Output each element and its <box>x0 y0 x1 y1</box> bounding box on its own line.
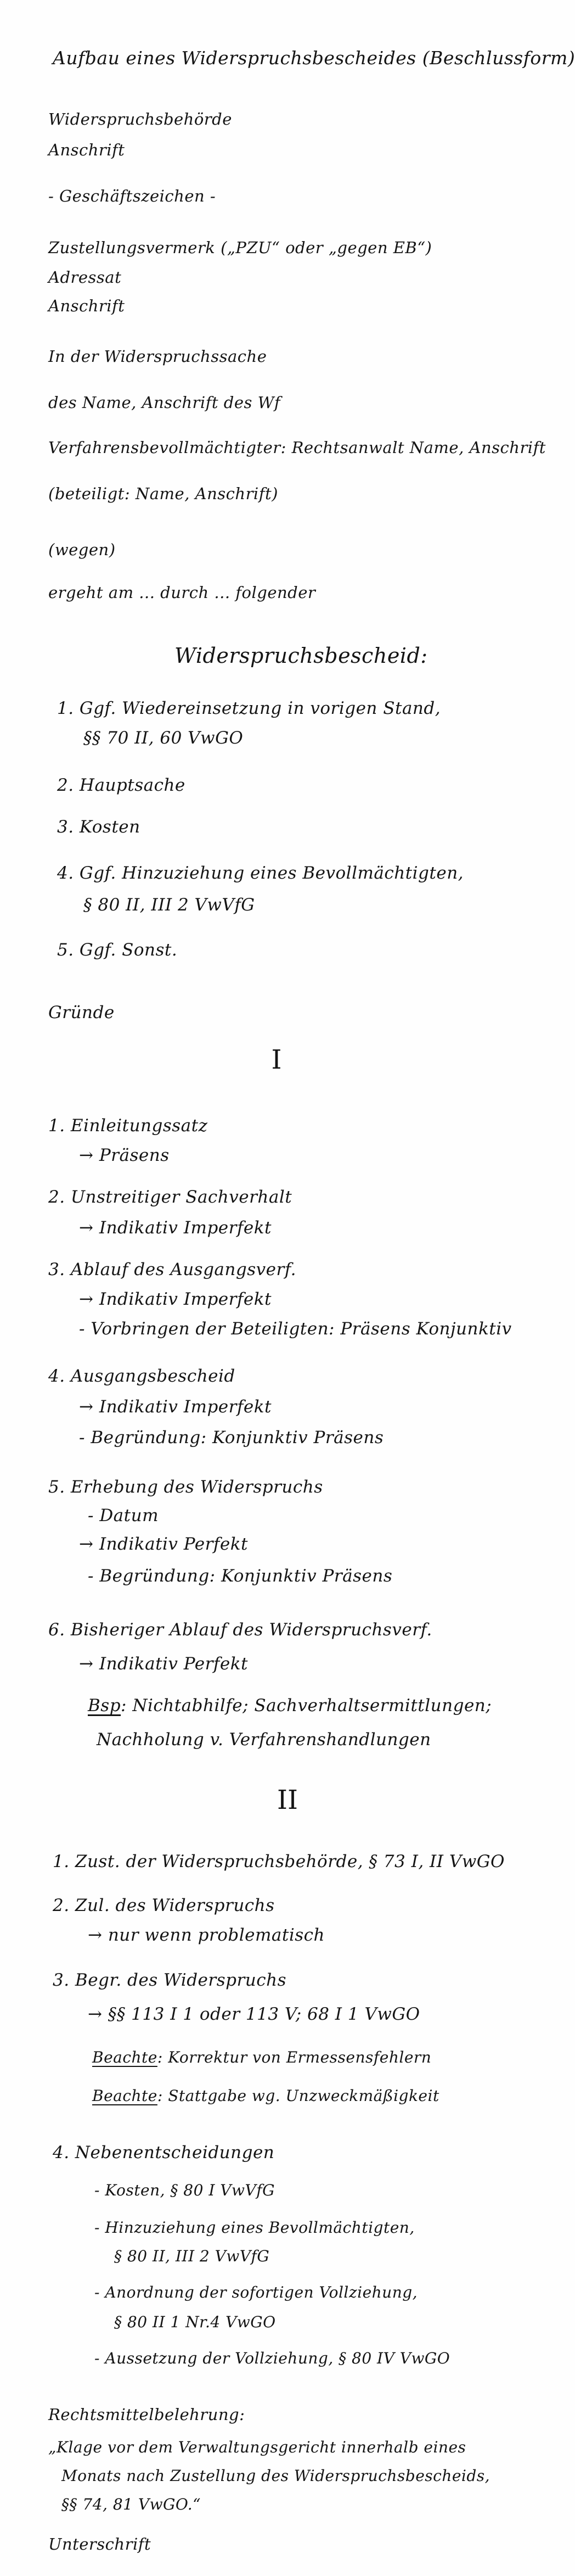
part1-item-3: 3. Ablauf des Ausgangsverf. <box>48 1260 297 1279</box>
part2-item-4-counsel: - Hinzuziehung eines Bevollmächtigten, <box>94 2219 415 2237</box>
tenor-item-1: 1. Ggf. Wiedereinsetzung in vorigen Stand, <box>57 699 441 718</box>
header-authority-address: Anschrift <box>48 141 125 159</box>
part2-item-4-counsel-norm: § 80 II, III 2 VwVfG <box>114 2247 270 2265</box>
part1-item-1: 1. Einleitungssatz <box>48 1116 208 1136</box>
tenor-item-5: 5. Ggf. Sonst. <box>57 940 178 960</box>
tenor-item-4-norm: § 80 II, III 2 VwVfG <box>83 895 255 915</box>
part2-item-4-immediate-enforcement: - Anordnung der sofortigen Vollziehung, <box>94 2283 418 2301</box>
beachte-text: : Korrektur von Ermessensfehlern <box>157 2048 432 2066</box>
part1-item-5-note-a: - Datum <box>88 1506 159 1526</box>
part2-item-4-immediate-enforcement-norm: § 80 II 1 Nr.4 VwGO <box>114 2313 276 2331</box>
part1-item-5-note-c: - Begründung: Konjunktiv Präsens <box>88 1566 393 1586</box>
header-authority: Widerspruchsbehörde <box>48 110 232 128</box>
remedy-notice-line-2: Monats nach Zustellung des Widerspruchsbescheids, <box>61 2467 491 2485</box>
part2-item-1: 1. Zust. der Widerspruchsbehörde, § 73 I, II VwGO <box>53 1852 505 1871</box>
part1-item-6-example <box>88 1696 492 1716</box>
tenor-item-1-norm: §§ 70 II, 60 VwGO <box>83 728 244 748</box>
part1-item-5-note-b: → Indikativ Perfekt <box>79 1534 248 1554</box>
part1-item-6-note-a: → Indikativ Perfekt <box>79 1654 248 1674</box>
header-addressee: Adressat <box>48 268 122 287</box>
part2-item-3: 3. Begr. des Widerspruchs <box>53 1970 286 1990</box>
beachte-label: Beachte <box>92 2048 157 2066</box>
header-reference: - Geschäftszeichen - <box>48 187 216 205</box>
example-text: : Nichtabhilfe; Sachverhaltsermittlungen; <box>121 1696 492 1716</box>
part2-item-2: 2. Zul. des Widerspruchs <box>53 1896 275 1915</box>
part1-item-6-example-continued: Nachholung v. Verfahrenshandlungen <box>97 1730 431 1750</box>
example-label: Bsp <box>88 1696 121 1716</box>
section-numeral-2: II <box>277 1785 298 1815</box>
part1-item-5: 5. Erhebung des Widerspruchs <box>48 1477 323 1497</box>
tenor-item-4: 4. Ggf. Hinzuziehung eines Bevollmächtigten, <box>57 863 464 883</box>
part2-item-4: 4. Nebenentscheidungen <box>53 2143 275 2163</box>
tenor-item-3: 3. Kosten <box>57 817 140 837</box>
intro-line-5: (wegen) <box>48 540 116 559</box>
beachte-text: : Stattgabe wg. Unzweckmäßigkeit <box>157 2087 439 2105</box>
signature-line: Unterschrift <box>48 2535 151 2553</box>
part2-item-2-note: → nur wenn problematisch <box>88 1925 325 1945</box>
part1-item-3-note-a: → Indikativ Imperfekt <box>79 1289 272 1309</box>
beachte-label: Beachte <box>92 2087 157 2105</box>
part2-item-3-note-b <box>92 2087 439 2105</box>
document-title: Aufbau eines Widerspruchsbescheides (Beschlussform) <box>53 47 575 69</box>
part1-item-4-note-a: → Indikativ Imperfekt <box>79 1397 272 1417</box>
header-delivery-note: Zustellungsvermerk („PZU“ oder „gegen EB“) <box>48 238 432 257</box>
part1-item-6: 6. Bisheriger Ablauf des Widerspruchsverf. <box>48 1620 432 1640</box>
decision-heading: Widerspruchsbescheid: <box>174 644 428 668</box>
part1-item-2: 2. Unstreitiger Sachverhalt <box>48 1187 292 1207</box>
intro-line-6: ergeht am ... durch ... folgender <box>48 583 316 602</box>
intro-line-1: In der Widerspruchssache <box>48 347 267 366</box>
part1-item-4: 4. Ausgangsbescheid <box>48 1366 235 1386</box>
header-addressee-address: Anschrift <box>48 297 125 315</box>
part2-item-4-costs: - Kosten, § 80 I VwVfG <box>94 2181 275 2199</box>
part1-item-4-note-b: - Begründung: Konjunktiv Präsens <box>79 1428 384 1448</box>
part2-item-3-note-a <box>92 2048 431 2067</box>
part2-item-4-suspension: - Aussetzung der Vollziehung, § 80 IV VwGO <box>94 2349 450 2367</box>
section-numeral-1: I <box>271 1044 282 1075</box>
part1-item-2-note: → Indikativ Imperfekt <box>79 1218 272 1238</box>
intro-line-3: Verfahrensbevollmächtigter: Rechtsanwalt Name, Anschrift <box>48 438 546 457</box>
part1-item-1-note: → Präsens <box>79 1145 170 1165</box>
remedy-notice-heading: Rechtsmittelbelehrung: <box>48 2405 245 2424</box>
part2-item-3-norms: → §§ 113 I 1 oder 113 V; 68 I 1 VwGO <box>88 2004 420 2024</box>
remedy-notice-line-3: §§ 74, 81 VwGO.“ <box>61 2495 201 2513</box>
tenor-item-2: 2. Hauptsache <box>57 775 185 795</box>
remedy-notice-line-1: „Klage vor dem Verwaltungsgericht innerhalb eines <box>48 2438 466 2456</box>
intro-line-2: des Name, Anschrift des Wf <box>48 393 281 412</box>
reasons-heading: Gründe <box>48 1003 115 1022</box>
part1-item-3-note-b: - Vorbringen der Beteiligten: Präsens Konjunktiv <box>79 1319 512 1339</box>
intro-line-4: (beteiligt: Name, Anschrift) <box>48 484 278 503</box>
